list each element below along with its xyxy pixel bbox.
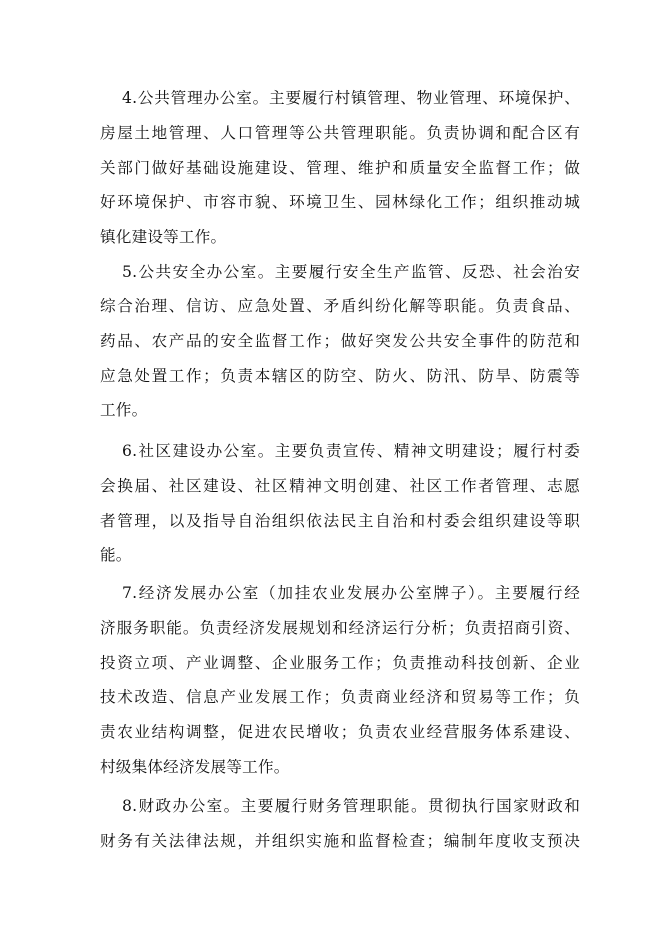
text-line: 6.社区建设办公室。主要负责宣传、精神文明建设；履行村委: [122, 442, 580, 460]
text-line: 好环境保护、市容市貌、环境卫生、园林绿化工作；组织推动城: [100, 193, 580, 211]
text-line: 7.经济发展办公室（加挂农业发展办公室牌子）。主要履行经: [122, 584, 580, 602]
text-line: 关部门做好基础设施建设、管理、维护和质量安全监督工作；做: [100, 159, 580, 177]
text-line: 应急处置工作；负责本辖区的防空、防火、防汛、防旱、防震等: [100, 367, 580, 385]
text-line: 责农业结构调整，促进农民增收；负责农业经营服务体系建设、: [100, 723, 580, 741]
text-line: 4.公共管理办公室。主要履行村镇管理、物业管理、环境保护、: [122, 89, 580, 107]
text-line: 村级集体经济发展等工作。: [100, 758, 290, 776]
text-line: 镇化建设等工作。: [100, 228, 227, 246]
text-line: 会换届、社区建设、社区精神文明创建、社区工作者管理、志愿: [100, 477, 580, 495]
text-line: 房屋土地管理、人口管理等公共管理职能。负责协调和配合区有: [100, 124, 580, 142]
text-line: 5.公共安全办公室。主要履行安全生产监管、反恐、社会治安: [122, 263, 580, 281]
text-line: 财务有关法律法规，并组织实施和监督检查；编制年度收支预决: [100, 832, 580, 850]
text-line: 综合治理、信访、应急处置、矛盾纠纷化解等职能。负责食品、: [100, 297, 580, 315]
text-line: 8.财政办公室。主要履行财务管理职能。贯彻执行国家财政和: [122, 797, 580, 815]
text-line: 药品、农产品的安全监督工作；做好突发公共安全事件的防范和: [100, 332, 580, 350]
text-line: 济服务职能。负责经济发展规划和经济运行分析；负责招商引资、: [100, 619, 580, 637]
text-line: 工作。: [100, 401, 148, 419]
text-line: 能。: [100, 546, 132, 564]
text-line: 技术改造、信息产业发展工作；负责商业经济和贸易等工作；负: [100, 688, 580, 706]
text-line: 者管理，以及指导自治组织依法民主自治和村委会组织建设等职: [100, 512, 580, 530]
text-line: 投资立项、产业调整、企业服务工作；负责推动科技创新、企业: [100, 654, 580, 672]
